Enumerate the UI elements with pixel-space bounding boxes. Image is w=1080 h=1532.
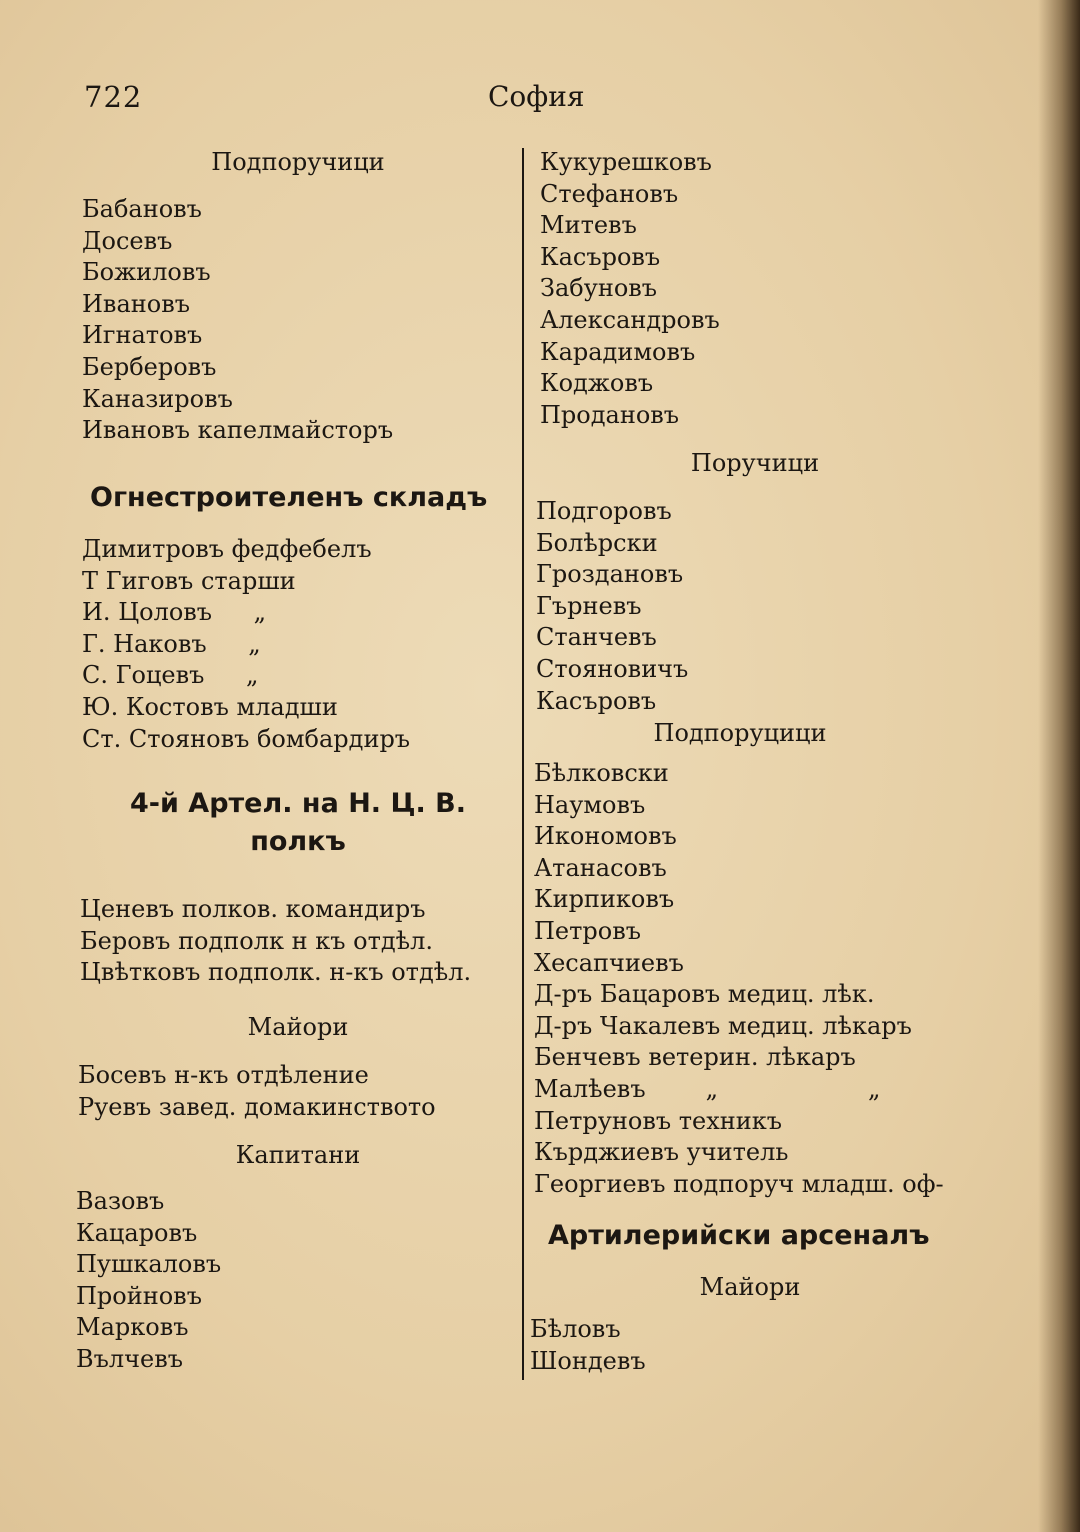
list-item: Петровъ <box>534 916 642 945</box>
list-item: Петруновъ техникъ <box>534 1106 783 1135</box>
list-item: Болѣрски <box>536 528 658 557</box>
list-item: Гроздановъ <box>536 560 684 589</box>
list-item: Кърджиевъ учитель <box>534 1138 789 1167</box>
list-item: Атанасовъ <box>534 853 667 882</box>
section-heading: 4-й Артел. на Н. Ц. В. <box>130 788 466 819</box>
list-item: Забуновъ <box>540 274 658 303</box>
name-list <box>536 496 688 717</box>
list-item: Беровъ подполк н къ отдѣл. <box>80 926 433 955</box>
page-title: София <box>488 80 585 113</box>
section-subheading: Майори <box>699 1273 801 1301</box>
book-spine-shadow <box>1038 0 1080 1532</box>
section-subheading: Майори <box>247 1013 349 1041</box>
list-item: Г. Наковъ „ <box>82 629 261 658</box>
name-list <box>530 1314 646 1377</box>
list-item: Шондевъ <box>530 1346 646 1375</box>
section-heading: Огнестроителенъ складъ <box>90 482 488 513</box>
list-item: Кирпиковъ <box>534 885 675 914</box>
list-item: Пушкаловъ <box>76 1250 222 1279</box>
list-item: Бенчевъ ветерин. лѣкаръ <box>534 1043 856 1072</box>
column-divider <box>522 148 524 1380</box>
list-item: Пройновъ <box>76 1281 202 1310</box>
page-number: 722 <box>84 80 143 114</box>
list-item: Хесапчиевъ <box>534 948 684 977</box>
list-item: Станчевъ <box>536 623 657 652</box>
list-item: Касъровъ <box>540 242 661 271</box>
list-item: Бѣловъ <box>530 1315 621 1343</box>
list-item: Кукурешковъ <box>540 148 712 176</box>
list-item: Бабановъ <box>82 195 202 223</box>
list-item: Т Гиговъ старши <box>82 566 296 595</box>
list-item: Бѣлковски <box>534 759 669 787</box>
list-item: Коджовъ <box>540 369 654 398</box>
list-item: Руевъ завед. домакинството <box>78 1092 436 1121</box>
list-item: Ст. Стояновъ бомбардиръ <box>82 724 411 753</box>
section-subheading: Подпоручици <box>211 148 385 176</box>
list-item: И. Цоловъ „ <box>82 598 267 627</box>
list-item: Димитровъ федфебелъ <box>82 535 372 563</box>
list-item: Наумовъ <box>534 790 646 819</box>
list-item: Стояновичъ <box>536 654 689 683</box>
list-item: Георгиевъ подпоруч младш. оф- <box>534 1169 944 1198</box>
list-item: Божиловъ <box>82 258 211 287</box>
list-item: Кацаровъ <box>76 1218 198 1247</box>
list-item: Каназировъ <box>82 384 233 413</box>
name-list <box>540 147 720 431</box>
list-item: Митевъ <box>540 211 637 240</box>
list-item: Вазовъ <box>76 1187 165 1215</box>
name-list <box>80 894 471 989</box>
name-list <box>82 534 410 755</box>
list-item: Стефановъ <box>540 179 679 208</box>
list-item: Марковъ <box>76 1313 189 1342</box>
name-list <box>76 1186 221 1376</box>
list-item: Икономовъ <box>534 822 677 851</box>
list-item: Касъровъ <box>536 686 657 715</box>
list-item: Берберовъ <box>82 352 217 381</box>
list-item: Ивановъ <box>82 289 190 318</box>
list-item: Д-ръ Бацаровъ медиц. лѣк. <box>534 980 875 1009</box>
list-item: Игнатовъ <box>82 321 203 350</box>
list-item: Продановъ <box>540 400 680 429</box>
name-list <box>82 194 393 447</box>
name-list <box>534 758 944 1200</box>
name-list <box>78 1060 436 1123</box>
list-item: Ценевъ полков. командиръ <box>80 895 426 923</box>
section-heading: полкъ <box>250 825 346 857</box>
list-item: Малѣевъ „ „ <box>534 1074 881 1103</box>
list-item: Карадимовъ <box>540 337 696 366</box>
section-heading: Артилерийски арсеналъ <box>548 1220 930 1251</box>
list-item: Босевъ н-къ отдѣление <box>78 1061 369 1089</box>
list-item: Ивановъ капелмайсторъ <box>82 416 394 445</box>
section-subheading: Поручици <box>690 449 820 477</box>
list-item: С. Гоцевъ „ <box>82 661 259 690</box>
section-subheading: Подпоруцици <box>653 719 827 747</box>
list-item: Ю. Костовъ младши <box>82 692 338 721</box>
list-item: Цвѣтковъ подполк. н-къ отдѣл. <box>80 958 472 987</box>
list-item: Досевъ <box>82 226 173 255</box>
list-item: Александровъ <box>540 305 720 334</box>
list-item: Гърневъ <box>536 591 642 620</box>
list-item: Вълчевъ <box>76 1344 184 1373</box>
list-item: Подгоровъ <box>536 497 672 525</box>
list-item: Д-ръ Чакалевъ медиц. лѣкаръ <box>534 1011 912 1040</box>
section-subheading: Капитани <box>235 1141 361 1169</box>
